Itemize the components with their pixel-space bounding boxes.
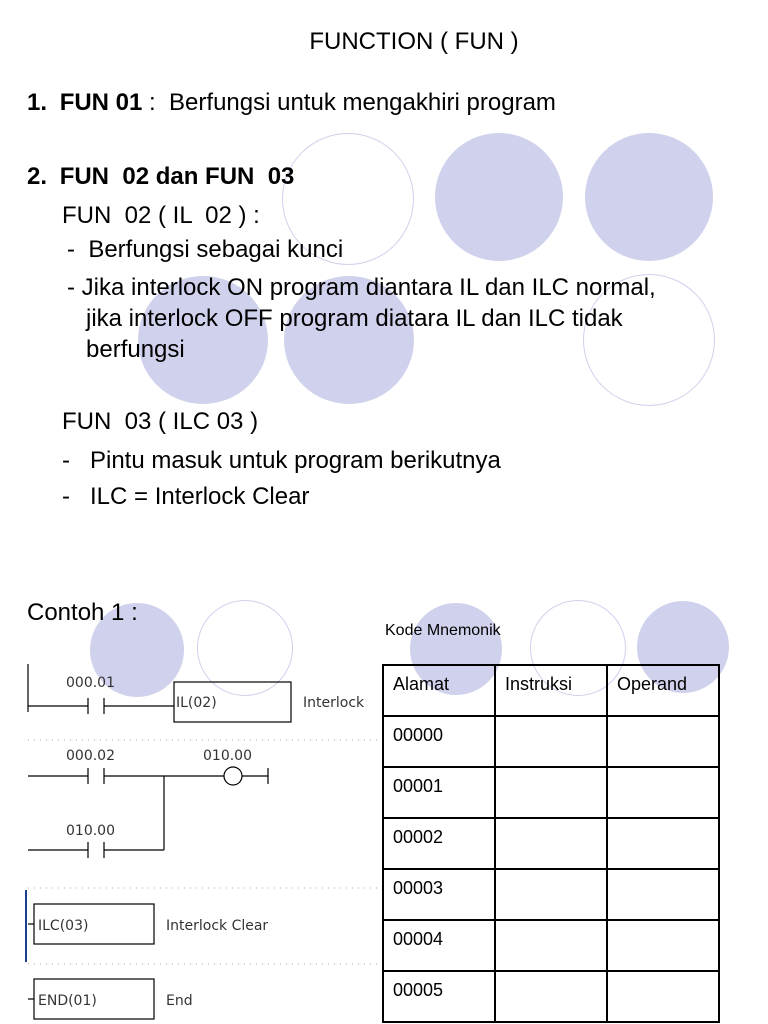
operand-cell [607,869,719,920]
item-code: FUN 01 [59,89,143,116]
ilc-note: Interlock Clear [166,918,269,934]
instruction-cell [495,767,607,818]
table-row [383,716,719,767]
operand-cell [607,767,719,818]
item-number: 1. [27,89,48,116]
item-number: 2. [27,163,48,190]
column-header: Instruksi [495,665,607,716]
item-1 [27,89,556,117]
fun03-bullet: - ILC = Interlock Clear [62,483,310,510]
page-title: FUNCTION ( FUN ) [309,28,519,55]
decor-circle [585,133,713,261]
table-row [383,869,719,920]
operand-cell [607,716,719,767]
column-header: Operand [607,665,719,716]
fun02-bullet-cont: jika interlock OFF program diatara IL dan ILC tidak [86,305,623,332]
instruction-cell [495,971,607,1022]
item-text: : Berfungsi untuk mengakhiri program [142,89,556,116]
il-note: Interlock [303,695,365,711]
ladder-diagram [0,660,382,1024]
instruction-cell [495,716,607,767]
ilc-box-label: ILC(03) [38,918,89,934]
example-label: Contoh 1 : [27,599,138,626]
fun02-label: FUN 02 ( IL 02 ) : [62,202,260,229]
address-cell: 00004 [383,920,495,971]
mnemonic-table [382,664,720,1023]
address-cell: 00005 [383,971,495,1022]
decor-circle [435,133,563,261]
fun02-bullet-cont: berfungsi [86,336,185,363]
fun03-bullet: - Pintu masuk untuk program berikutnya [62,447,501,474]
address-cell: 00003 [383,869,495,920]
end-note: End [166,993,193,1009]
table-row [383,971,719,1022]
end-box-label: END(01) [38,993,97,1009]
instruction-cell [495,920,607,971]
item-title: FUN 02 dan FUN 03 [59,163,295,190]
column-header: Alamat [383,665,495,716]
table-row [383,767,719,818]
address-cell: 00002 [383,818,495,869]
instruction-cell [495,818,607,869]
address-cell: 00001 [383,767,495,818]
contact-label: 000.02 [66,748,115,764]
fun03-label: FUN 03 ( ILC 03 ) [62,408,259,435]
mnemonic-caption: Kode Mnemonik [385,622,501,639]
coil-label: 010.00 [203,748,252,764]
il-box-label: IL(02) [176,695,217,711]
fun02-bullet: - Berfungsi sebagai kunci [67,236,344,263]
contact-label: 010.00 [66,823,115,839]
fun02-bullet: - Jika interlock ON program diantara IL dan ILC normal, [67,274,656,301]
operand-cell [607,818,719,869]
table-row [383,920,719,971]
output-coil [224,767,242,785]
operand-cell [607,920,719,971]
address-cell: 00000 [383,716,495,767]
operand-cell [607,971,719,1022]
table-header-row [383,665,719,716]
table-row [383,818,719,869]
item-2-heading [27,163,294,191]
instruction-cell [495,869,607,920]
contact-label: 000.01 [66,675,115,691]
